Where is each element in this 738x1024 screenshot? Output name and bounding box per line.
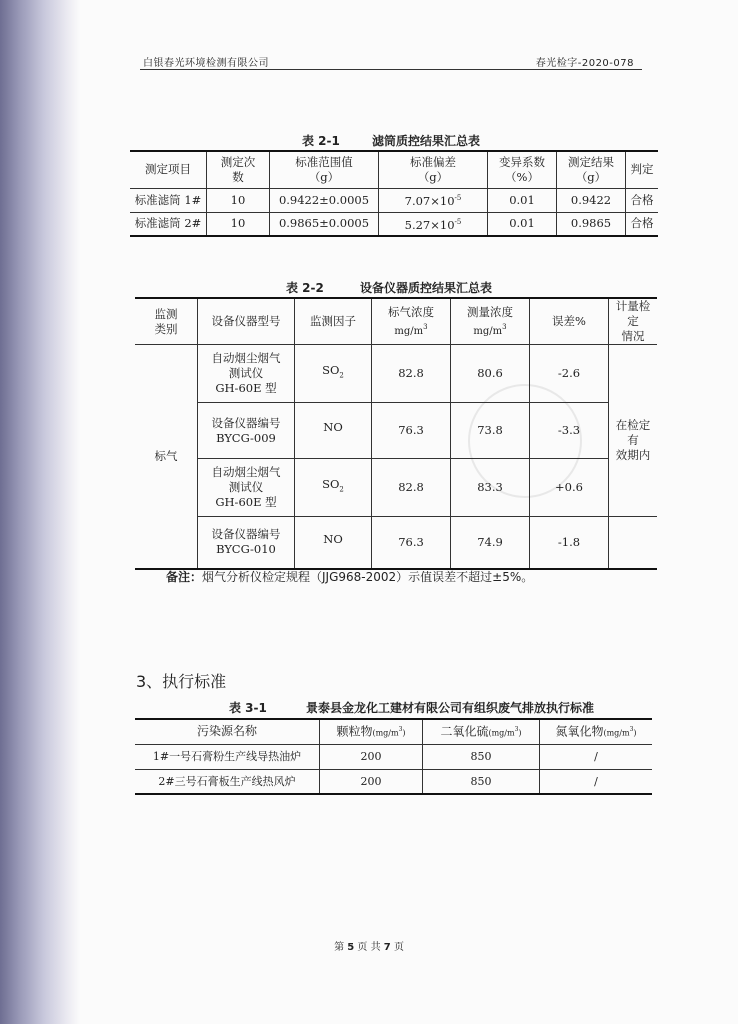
cell-meas-conc: 74.9 xyxy=(451,517,530,569)
col-header-std: 标准偏差 （g） xyxy=(379,151,488,188)
footer-total-pages: 7 xyxy=(383,942,391,953)
footer-mid: 页 共 xyxy=(357,942,381,953)
page-footer xyxy=(0,938,738,953)
table2-note xyxy=(166,568,533,585)
cell-calibration: 在检定有 效期内 xyxy=(609,345,658,517)
header-report-number: 春光检字-2020-078 xyxy=(535,58,634,69)
table-row xyxy=(130,188,658,212)
cell-error: -1.8 xyxy=(530,517,609,569)
col-header-item: 测定项目 xyxy=(130,151,207,188)
cell-meas-conc: 73.8 xyxy=(451,403,530,459)
table3-caption-number: 表 3-1 xyxy=(229,701,267,715)
col-header-model: 设备仪器型号 xyxy=(198,298,295,345)
col-header-calibration: 计量检定 情况 xyxy=(609,298,658,345)
cell-category: 标气 xyxy=(135,345,198,569)
col-header-so2: 二氧化硫$(mg/m^3)$ xyxy=(423,719,540,744)
cell-item: 标准滤筒 1# xyxy=(130,188,207,212)
table-row xyxy=(135,517,657,569)
cell-error: +0.6 xyxy=(530,459,609,517)
cell-source: 1#一号石膏粉生产线导热油炉 xyxy=(135,744,320,769)
col-header-factor: 监测因子 xyxy=(295,298,372,345)
cell-std-conc: 82.8 xyxy=(372,345,451,403)
instrument-qc-table xyxy=(135,297,657,570)
cell-result: 0.9422 xyxy=(557,188,626,212)
section-title: 3、执行标准 xyxy=(136,672,227,691)
cell-source: 2#三号石膏板生产线热风炉 xyxy=(135,769,320,794)
table-header-row xyxy=(130,151,658,188)
table1-caption-number: 表 2-1 xyxy=(302,134,340,148)
cell-range: 0.9865±0.0005 xyxy=(270,212,379,236)
col-header-error: 误差% xyxy=(530,298,609,345)
cell-factor: NO xyxy=(295,517,372,569)
col-header-meas-conc: 测量浓度 $mg/m^3$ xyxy=(451,298,530,345)
cell-error: -2.6 xyxy=(530,345,609,403)
cell-calibration-empty xyxy=(609,517,658,569)
cell-model: 自动烟尘烟气 测试仪 GH-60E 型 xyxy=(198,345,295,403)
cell-count: 10 xyxy=(207,188,270,212)
table-row xyxy=(135,403,657,459)
emission-standard-table xyxy=(135,718,652,795)
cell-std-conc: 76.3 xyxy=(372,517,451,569)
cell-cv: 0.01 xyxy=(488,212,557,236)
cell-meas-conc: 80.6 xyxy=(451,345,530,403)
col-header-category: 监测 类别 xyxy=(135,298,198,345)
cell-judge: 合格 xyxy=(626,212,659,236)
cell-so2: 850 xyxy=(423,769,540,794)
cell-judge: 合格 xyxy=(626,188,659,212)
cell-nox: / xyxy=(540,744,653,769)
col-header-cv: 变异系数 （%） xyxy=(488,151,557,188)
cell-meas-conc: 83.3 xyxy=(451,459,530,517)
cell-std-conc: 82.8 xyxy=(372,459,451,517)
cell-item: 标准滤筒 2# xyxy=(130,212,207,236)
cell-factor: $SO_2$ xyxy=(295,345,372,403)
note-label: 备注： xyxy=(166,570,203,584)
cell-result: 0.9865 xyxy=(557,212,626,236)
col-header-pm: 颗粒物$(mg/m^3)$ xyxy=(320,719,423,744)
table-row xyxy=(135,345,657,403)
table-row xyxy=(135,459,657,517)
cell-error: -3.3 xyxy=(530,403,609,459)
table2-caption-title: 设备仪器质控结果汇总表 xyxy=(360,281,493,295)
cell-std: $5.27\times 10^{-5}$ xyxy=(379,212,488,236)
book-spine-shadow xyxy=(0,0,80,1024)
cell-std: $7.07\times 10^{-5}$ xyxy=(379,188,488,212)
cell-factor: NO xyxy=(295,403,372,459)
cell-factor: $SO_2$ xyxy=(295,459,372,517)
col-header-std-conc: 标气浓度 $mg/m^3$ xyxy=(372,298,451,345)
cell-nox: / xyxy=(540,769,653,794)
table-row xyxy=(135,744,652,769)
header-rule xyxy=(140,69,642,70)
col-header-source: 污染源名称 xyxy=(135,719,320,744)
table-row xyxy=(130,212,658,236)
header-company: 白银春光环境检测有限公司 xyxy=(143,58,269,69)
table2-caption-number: 表 2-2 xyxy=(286,281,324,295)
cell-model: 设备仪器编号 BYCG-009 xyxy=(198,403,295,459)
footer-pre: 第 xyxy=(334,942,345,953)
footer-page-number: 5 xyxy=(347,942,355,953)
cell-pm: 200 xyxy=(320,744,423,769)
table-header-row xyxy=(135,298,657,345)
cell-model: 设备仪器编号 BYCG-010 xyxy=(198,517,295,569)
table1-caption-title: 滤筒质控结果汇总表 xyxy=(372,134,481,148)
cell-range: 0.9422±0.0005 xyxy=(270,188,379,212)
table3-caption-title: 景泰县金龙化工建材有限公司有组织废气排放执行标准 xyxy=(306,701,595,715)
filter-qc-table xyxy=(130,150,658,237)
col-header-nox: 氮氧化物$(mg/m^3)$ xyxy=(540,719,653,744)
cell-count: 10 xyxy=(207,212,270,236)
col-header-count: 测定次 数 xyxy=(207,151,270,188)
col-header-result: 测定结果 （g） xyxy=(557,151,626,188)
cell-so2: 850 xyxy=(423,744,540,769)
cell-std-conc: 76.3 xyxy=(372,403,451,459)
table-header-row xyxy=(135,719,652,744)
col-header-judge: 判定 xyxy=(626,151,659,188)
cell-model: 自动烟尘烟气 测试仪 GH-60E 型 xyxy=(198,459,295,517)
table-row xyxy=(135,769,652,794)
cell-cv: 0.01 xyxy=(488,188,557,212)
cell-pm: 200 xyxy=(320,769,423,794)
col-header-range: 标准范围值 （g） xyxy=(270,151,379,188)
footer-post: 页 xyxy=(393,942,404,953)
note-text: 烟气分析仪检定规程（JJG968-2002）示值误差不超过±5%。 xyxy=(202,570,534,584)
